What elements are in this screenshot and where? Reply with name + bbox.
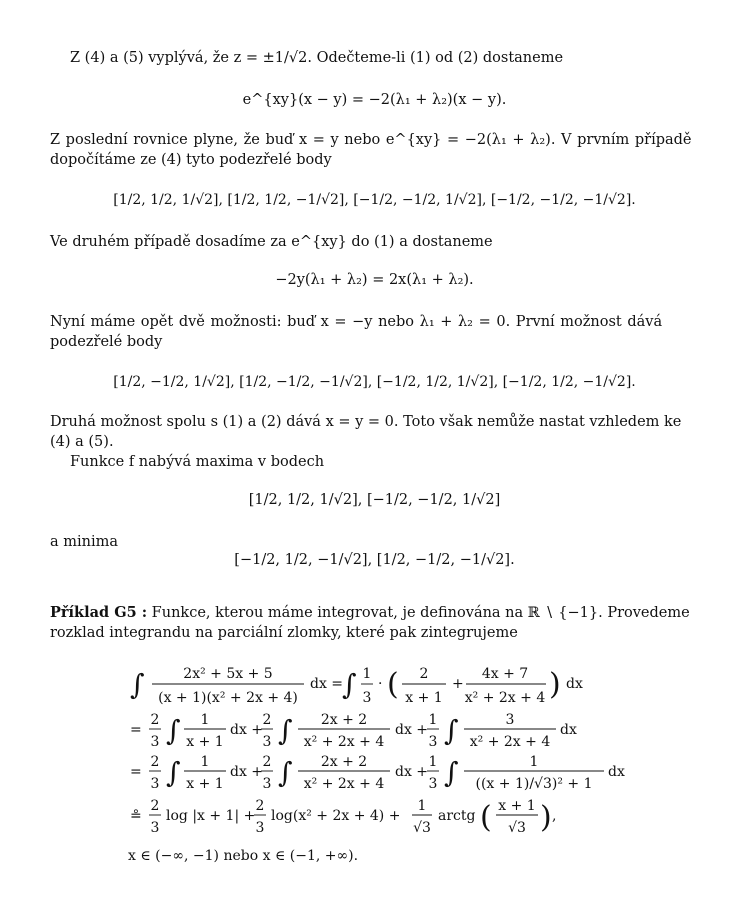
fraction-numerator: 3 <box>505 712 515 728</box>
text-line: Z (4) a (5) vyplývá, že z = ±1/√2. Odečteme-li (1) od (2) dostaneme <box>70 50 564 66</box>
coefficient-denominator: 3 <box>150 776 160 792</box>
coefficient-denominator: 3 <box>262 734 272 750</box>
coefficient-numerator: 2 <box>262 754 272 770</box>
left-paren: ( <box>480 800 492 835</box>
fraction-numerator: 1 <box>200 754 210 770</box>
differential: dx <box>566 676 583 692</box>
left-paren: ( <box>387 667 399 702</box>
example-heading-line <box>50 603 690 623</box>
fraction-denominator: (x + 1)(x² + 2x + 4) <box>158 690 298 706</box>
equals-sign: = <box>130 722 142 738</box>
fraction-numerator: 2x² + 5x + 5 <box>183 666 273 682</box>
right-paren: ) <box>549 667 561 702</box>
text-line: Nyní máme opět dvě možnosti: buď x = −y nebo λ₁ + λ₂ = 0. První možnost dává <box>50 314 663 330</box>
text-line: dopočítáme ze (4) tyto podezřelé body <box>50 152 332 168</box>
coefficient-denominator: √3 <box>413 820 431 836</box>
display-equation: [1/2, 1/2, 1/√2], [−1/2, −1/2, 1/√2] <box>248 492 501 508</box>
text-line: rozklad integrandu na parciální zlomky, které pak zintegrujeme <box>50 625 518 641</box>
fraction-denominator: x² + 2x + 4 <box>469 734 551 750</box>
text-line: Funkce f nabývá maxima v bodech <box>70 454 325 470</box>
dot-operator: · <box>378 676 383 692</box>
fraction-denominator: x² + 2x + 4 <box>303 734 385 750</box>
display-equation: −2y(λ₁ + λ₂) = 2x(λ₁ + λ₂). <box>275 272 474 288</box>
text-line: Funkce, kterou máme integrovat, je definována na ℝ ∖ {−1}. Provedeme <box>151 605 690 621</box>
integral-sign: ∫ <box>130 668 145 701</box>
coefficient-numerator: 2 <box>150 798 160 814</box>
integral-sign: ∫ <box>278 756 293 789</box>
coefficient-denominator: 3 <box>150 820 160 836</box>
coefficient-numerator: 1 <box>428 712 438 728</box>
coefficient-numerator: 1 <box>428 754 438 770</box>
text-line: a minima <box>50 534 119 550</box>
display-equation: [−1/2, 1/2, −1/√2], [1/2, −1/2, −1/√2]. <box>234 552 515 568</box>
domain-statement: x ∈ (−∞, −1) nebo x ∈ (−1, +∞). <box>128 848 359 864</box>
fraction-denominator: √3 <box>508 820 526 836</box>
integral-sign: ∫ <box>166 714 181 747</box>
fraction-denominator: ((x + 1)/√3)² + 1 <box>475 776 593 792</box>
log-term: log(x² + 2x + 4) + <box>271 808 401 824</box>
fraction-denominator: x + 1 <box>186 776 224 792</box>
coefficient-numerator: 2 <box>150 754 160 770</box>
fraction-denominator: 3 <box>362 690 372 706</box>
comma: , <box>552 808 557 824</box>
fraction-denominator: x² + 2x + 4 <box>303 776 385 792</box>
fraction-numerator: 4x + 7 <box>481 666 529 682</box>
arctg-term: arctg <box>438 808 476 824</box>
log-term: log |x + 1| + <box>166 808 256 824</box>
fraction-numerator: 2x + 2 <box>320 712 368 728</box>
example-label: Příklad G5 : <box>50 604 148 621</box>
coefficient-denominator: 3 <box>255 820 265 836</box>
fraction-denominator: x + 1 <box>405 690 443 706</box>
coefficient-numerator: 1 <box>417 798 427 814</box>
integral-sign: ∫ <box>278 714 293 747</box>
fraction-numerator: 1 <box>200 712 210 728</box>
integral-derivation <box>0 650 749 870</box>
text-line: podezřelé body <box>50 334 163 350</box>
integral-sign: ∫ <box>166 756 181 789</box>
coefficient-numerator: 2 <box>150 712 160 728</box>
fraction-denominator: x + 1 <box>186 734 224 750</box>
display-equation: [1/2, 1/2, 1/√2], [1/2, 1/2, −1/√2], [−1/2, −1/2, 1/√2], [−1/2, −1/2, −1/√2]. <box>113 192 636 208</box>
text-line: Z poslední rovnice plyne, že buď x = y nebo e^{xy} = −2(λ₁ + λ₂). V prvním případě <box>50 132 692 148</box>
coefficient-numerator: 2 <box>262 712 272 728</box>
display-equation: e^{xy}(x − y) = −2(λ₁ + λ₂)(x − y). <box>242 92 507 108</box>
coefficient-denominator: 3 <box>428 776 438 792</box>
equals-sign: = <box>130 764 142 780</box>
coefficient-denominator: 3 <box>262 776 272 792</box>
coefficient-denominator: 3 <box>150 734 160 750</box>
dx-plus: dx + <box>395 764 429 780</box>
integral-sign: ∫ <box>444 756 459 789</box>
display-equation: [1/2, −1/2, 1/√2], [1/2, −1/2, −1/√2], [−1/2, 1/2, 1/√2], [−1/2, 1/2, −1/√2]. <box>113 374 636 390</box>
text-line: (4) a (5). <box>50 434 114 450</box>
dx-equals: dx = <box>310 676 344 692</box>
fraction-denominator: x² + 2x + 4 <box>464 690 546 706</box>
integral-sign: ∫ <box>342 668 357 701</box>
integral-sign: ∫ <box>444 714 459 747</box>
fraction-numerator: 1 <box>529 754 539 770</box>
fraction-numerator: 2x + 2 <box>320 754 368 770</box>
text-line: Druhá možnost spolu s (1) a (2) dává x = y = 0. Toto však nemůže nastat vzhledem ke <box>50 414 682 430</box>
fraction-numerator: 1 <box>362 666 372 682</box>
text-line: Ve druhém případě dosadíme za e^{xy} do (1) a dostaneme <box>50 234 493 250</box>
fraction-numerator: x + 1 <box>498 798 536 814</box>
coefficient-denominator: 3 <box>428 734 438 750</box>
dx-plus: dx + <box>230 764 264 780</box>
differential: dx <box>608 764 625 780</box>
equals-with-circle: ≗ <box>130 808 142 824</box>
right-paren: ) <box>540 800 552 835</box>
dx-plus: dx + <box>395 722 429 738</box>
dx-plus: dx + <box>230 722 264 738</box>
differential: dx <box>560 722 577 738</box>
fraction-numerator: 2 <box>419 666 429 682</box>
plus-operator: + <box>452 676 464 692</box>
coefficient-numerator: 2 <box>255 798 265 814</box>
